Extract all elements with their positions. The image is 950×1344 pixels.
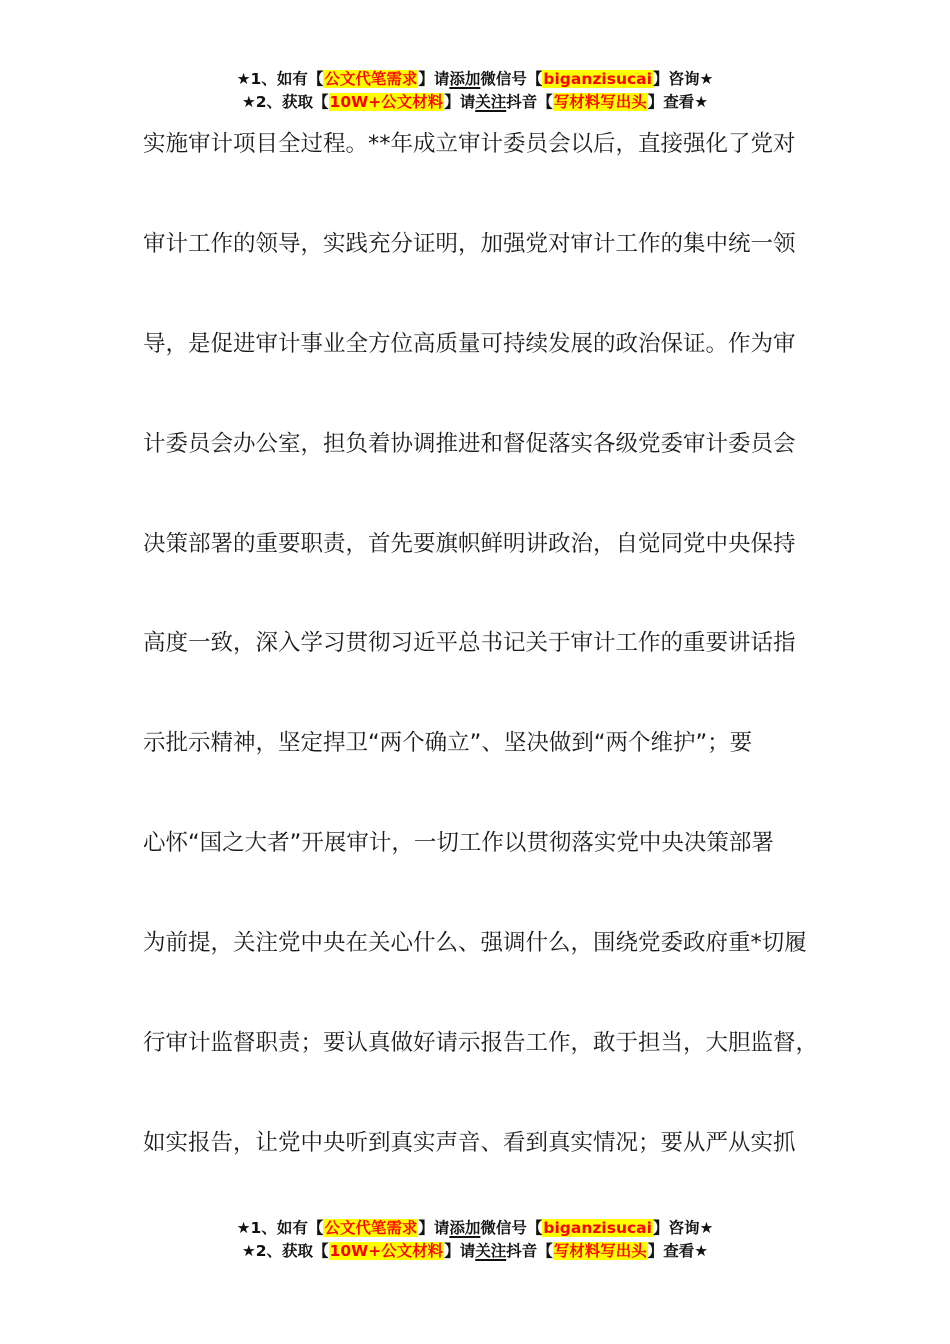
body-line: 为前提，关注党中央在关心什么、强调什么，围绕党委政府重*切履 (143, 930, 807, 957)
body-line: 高度一致，深入学习贯彻习近平总书记关于审计工作的重要讲话指 (143, 630, 796, 657)
body-line: 行审计监督职责；要认真做好请示报告工作，敢于担当，大胆监督， (143, 1030, 819, 1057)
header-line-1-mid-2: 微信号【 (480, 70, 543, 88)
body-line: 决策部署的重要职责，首先要旗帜鲜明讲政治，自觉同党中央保持 (143, 530, 796, 557)
document-body (143, 120, 843, 1219)
body-line: 导，是促进审计事业全方位高质量可持续发展的政治保证。作为审 (143, 330, 796, 357)
header-line-2 (0, 91, 950, 114)
header-banner (0, 68, 950, 114)
footer-line-1-suffix: 】咨询★ (652, 1219, 714, 1237)
footer-line-2-suffix: 】查看★ (647, 1242, 709, 1260)
footer-line-1-underlined: 添加 (449, 1219, 481, 1237)
footer-line-2-highlight-douyin: 写材料写出头 (553, 1242, 647, 1260)
body-line: 实施审计项目全过程。**年成立审计委员会以后，直接强化了党对 (143, 131, 796, 157)
header-line-2-mid: 】请 (444, 93, 476, 111)
footer-line-2-highlight-materials: 10W+公文材料 (329, 1242, 444, 1260)
header-line-2-mid-2: 抖音【 (506, 93, 553, 111)
header-line-2-highlight-douyin: 写材料写出头 (553, 93, 647, 111)
header-line-1-highlight-service: 公文代笔需求 (324, 70, 418, 88)
header-line-1-highlight-wechat-id: biganzisucai (543, 70, 652, 88)
header-line-1-prefix: ★1、如有【 (236, 70, 324, 88)
footer-line-2 (0, 1240, 950, 1263)
footer-line-1-highlight-wechat-id: biganzisucai (543, 1219, 652, 1237)
footer-line-2-underlined: 关注 (475, 1242, 507, 1260)
footer-line-1-mid-2: 微信号【 (480, 1219, 543, 1237)
footer-line-1-mid: 】请 (418, 1219, 450, 1237)
footer-line-1-prefix: ★1、如有【 (236, 1219, 324, 1237)
body-line: 审计工作的领导，实践充分证明，加强党对审计工作的集中统一领 (143, 230, 796, 257)
header-line-1 (0, 68, 950, 91)
footer-line-2-mid: 】请 (444, 1242, 476, 1260)
header-line-1-underlined: 添加 (449, 70, 481, 88)
header-line-2-highlight-materials: 10W+公文材料 (329, 93, 444, 111)
body-line: 示批示精神，坚定捍卫“两个确立”、坚决做到“两个维护”；要 (143, 730, 753, 757)
body-line: 计委员会办公室，担负着协调推进和督促落实各级党委审计委员会 (143, 430, 796, 457)
header-line-1-suffix: 】咨询★ (652, 70, 714, 88)
footer-line-2-mid-2: 抖音【 (506, 1242, 553, 1260)
footer-line-2-prefix: ★2、获取【 (241, 1242, 329, 1260)
body-line: 心怀“国之大者”开展审计，一切工作以贯彻落实党中央决策部署 (143, 830, 774, 857)
header-line-2-prefix: ★2、获取【 (241, 93, 329, 111)
footer-line-1 (0, 1217, 950, 1240)
body-line: 如实报告，让党中央听到真实声音、看到真实情况；要从严从实抓 (143, 1129, 796, 1156)
header-line-2-underlined: 关注 (475, 93, 507, 111)
footer-banner (0, 1217, 950, 1263)
header-line-2-suffix: 】查看★ (647, 93, 709, 111)
header-line-1-mid: 】请 (418, 70, 450, 88)
footer-line-1-highlight-service: 公文代笔需求 (324, 1219, 418, 1237)
